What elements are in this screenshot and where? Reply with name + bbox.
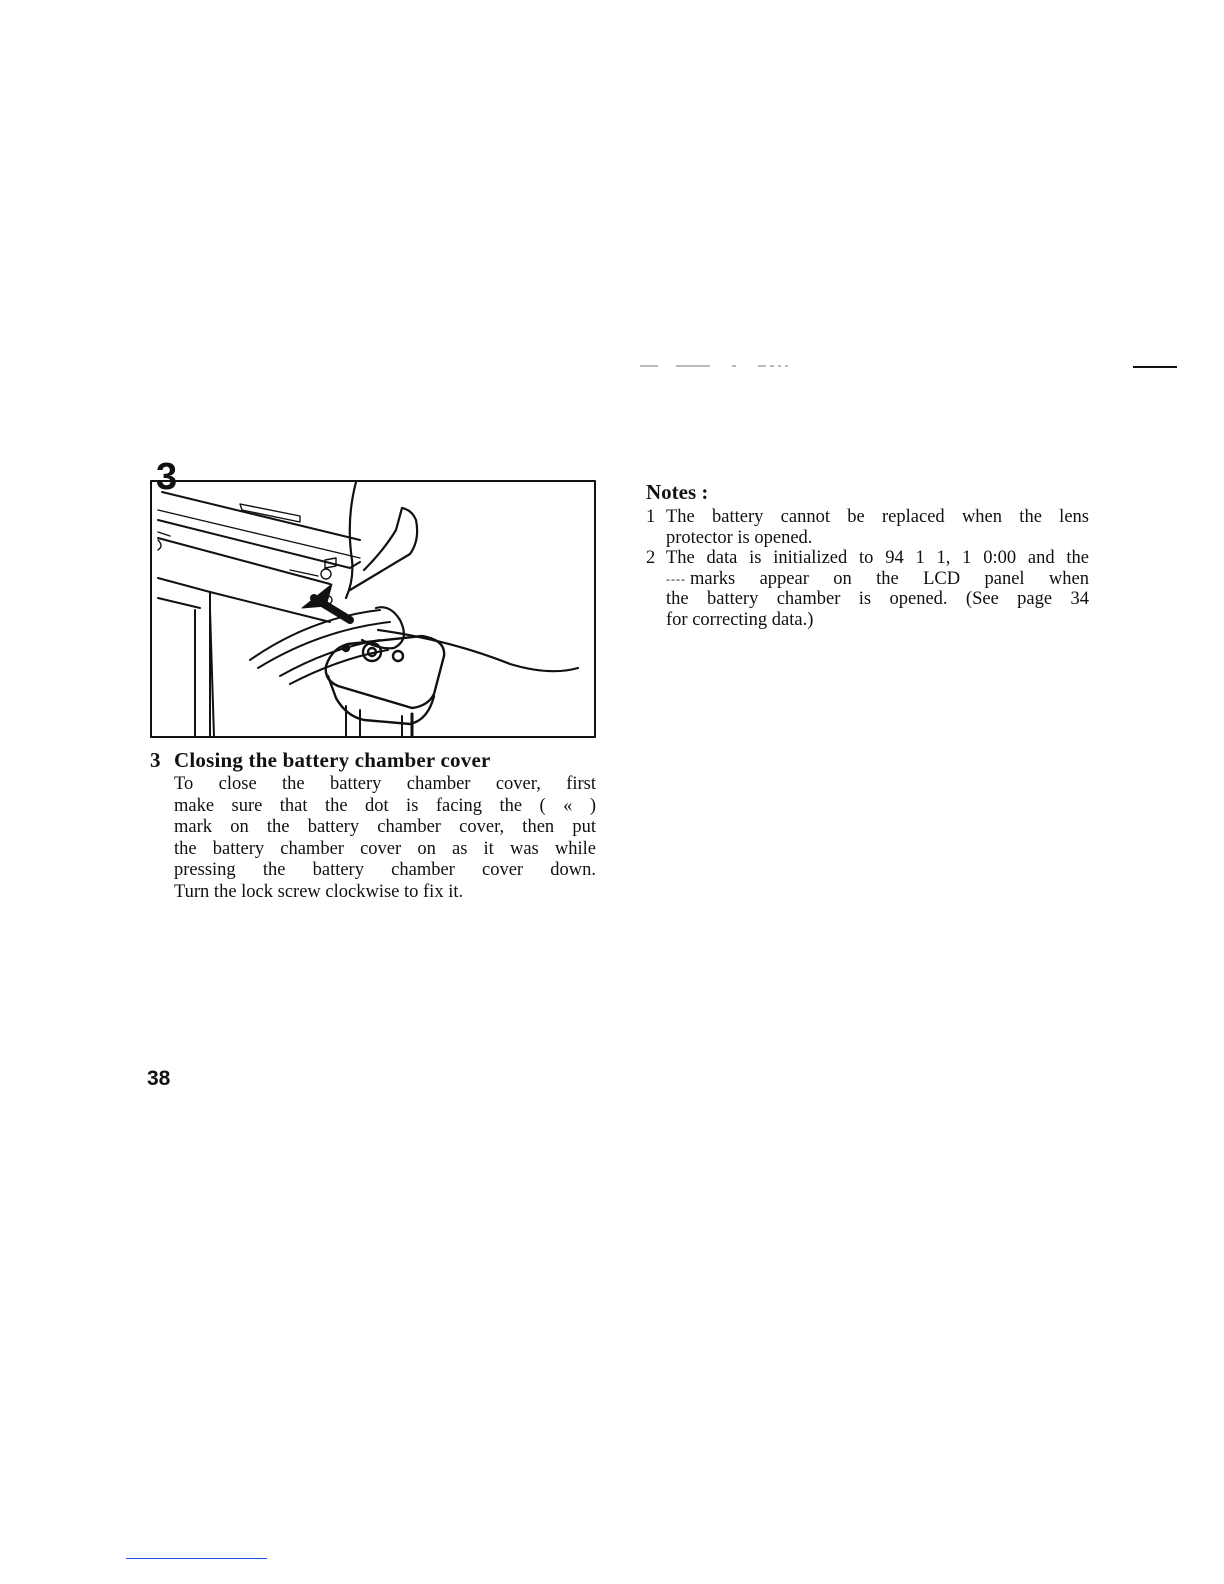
- step-number: 3: [150, 748, 161, 772]
- note-item: [646, 507, 1089, 548]
- note-line: for correcting data.): [666, 609, 814, 630]
- page-number: 38: [147, 1067, 171, 1090]
- figure-number: 3: [156, 456, 178, 498]
- note-number: 2: [646, 548, 656, 568]
- bottom-underline: [126, 1558, 267, 1559]
- step-title: Closing the battery chamber cover: [174, 748, 491, 772]
- step-line: pressing the battery chamber cover down.: [174, 860, 596, 880]
- step-line: Turn the lock screw clockwise to fix it.: [174, 881, 464, 902]
- step-body: [174, 774, 596, 903]
- scan-artifact-marks: [640, 362, 800, 368]
- step-heading: [150, 748, 596, 772]
- note-number: 1: [646, 507, 656, 527]
- top-rule: [1133, 366, 1177, 368]
- camera-battery-cover-illustration: [150, 480, 596, 738]
- step-section: [150, 748, 596, 903]
- note-line: marks appear on the LCD panel when: [689, 568, 1089, 589]
- notes-title: Notes :: [646, 480, 709, 504]
- step-line: make sure that the dot is facing the ( « ): [174, 795, 596, 816]
- lcd-dashes-mark: ----: [666, 571, 686, 586]
- note-item: [646, 548, 1089, 630]
- note-line: The battery cannot be replaced when the lens: [666, 507, 1089, 527]
- step-line: To close the battery chamber cover, first: [174, 774, 596, 794]
- notes-section: [646, 480, 1089, 630]
- step-line: mark on the battery chamber cover, then put: [174, 817, 596, 837]
- note-line: protector is opened.: [666, 527, 813, 548]
- note-line: the battery chamber is opened. (See page 34: [666, 589, 1089, 609]
- step-line: the battery chamber cover on as it was while: [174, 838, 596, 859]
- note-line: The data is initialized to 94 1 1, 1 0:00 and the: [666, 548, 1089, 568]
- note-line-with-dashes: [666, 569, 1089, 590]
